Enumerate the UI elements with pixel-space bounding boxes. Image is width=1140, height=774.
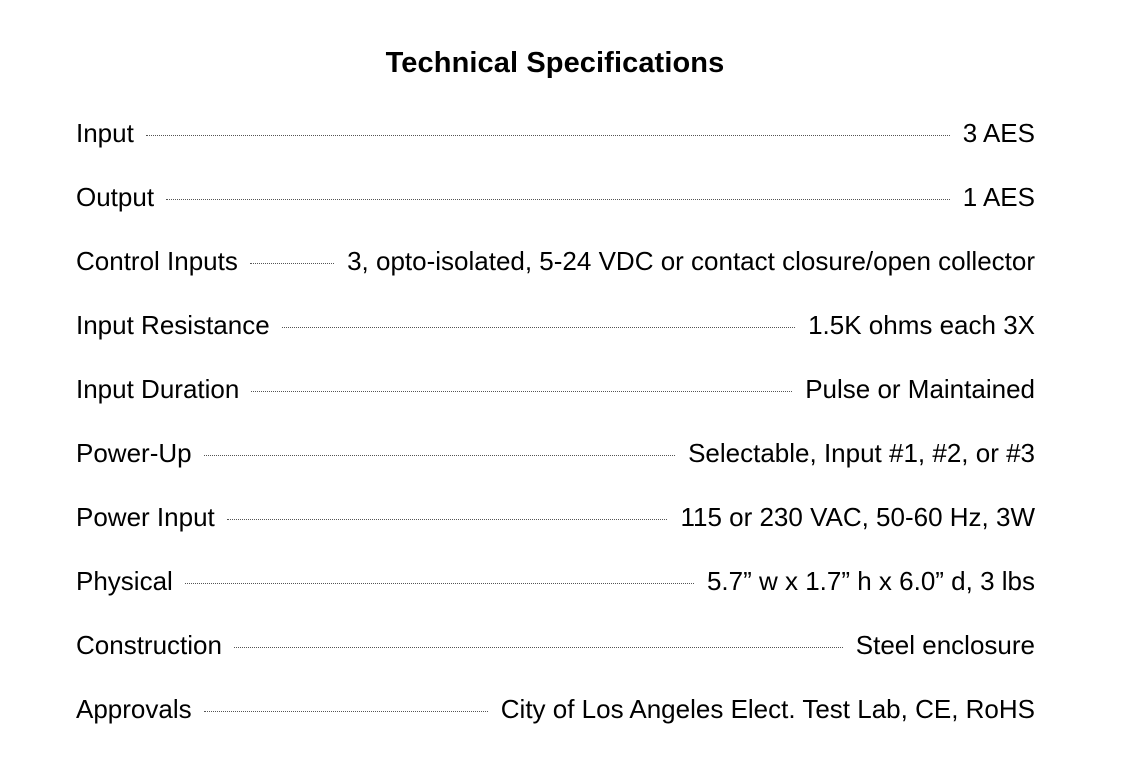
spec-label: Control Inputs (76, 246, 238, 276)
spec-row-physical (76, 556, 1035, 620)
page-title: Technical Specifications (385, 47, 725, 80)
spec-value: Pulse or Maintained (805, 374, 1035, 404)
spec-value: City of Los Angeles Elect. Test Lab, CE, RoHS (500, 694, 1035, 724)
spec-value: Steel enclosure (855, 630, 1035, 660)
spec-label: Input (76, 118, 134, 148)
spec-row-control-inputs (76, 236, 1035, 300)
dotted-leader (250, 263, 334, 264)
spec-list (76, 108, 1035, 748)
spec-label: Output (76, 182, 155, 212)
dotted-leader (251, 391, 792, 392)
spec-row-input (76, 108, 1035, 172)
dotted-leader (146, 135, 950, 136)
spec-label: Approvals (76, 694, 192, 724)
dotted-leader (234, 647, 843, 648)
spec-row-construction (76, 620, 1035, 684)
spec-value: 1 AES (962, 182, 1035, 212)
spec-label: Power Input (76, 502, 215, 532)
dotted-leader (185, 583, 694, 584)
spec-row-power-up (76, 428, 1035, 492)
dotted-leader (166, 199, 950, 200)
spec-row-output (76, 172, 1035, 236)
spec-label: Construction (76, 630, 222, 660)
dotted-leader (227, 519, 668, 520)
dotted-leader (204, 711, 488, 712)
spec-value: 1.5K ohms each 3X (808, 310, 1035, 340)
spec-label: Physical (76, 566, 173, 596)
spec-value: 115 or 230 VAC, 50-60 Hz, 3W (680, 502, 1035, 532)
spec-value: 3, opto-isolated, 5-24 VDC or contact closure/open collector (347, 246, 1035, 276)
spec-row-input-resistance (76, 300, 1035, 364)
spec-label: Input Duration (76, 374, 240, 404)
spec-row-input-duration (76, 364, 1035, 428)
spec-value: Selectable, Input #1, #2, or #3 (688, 438, 1035, 468)
spec-label: Input Resistance (76, 310, 270, 340)
dotted-leader (204, 455, 675, 456)
spec-row-power-input (76, 492, 1035, 556)
spec-value: 3 AES (962, 118, 1035, 148)
dotted-leader (282, 327, 795, 328)
spec-label: Power-Up (76, 438, 192, 468)
spec-row-approvals (76, 684, 1035, 748)
spec-value: 5.7” w x 1.7” h x 6.0” d, 3 lbs (706, 566, 1035, 596)
